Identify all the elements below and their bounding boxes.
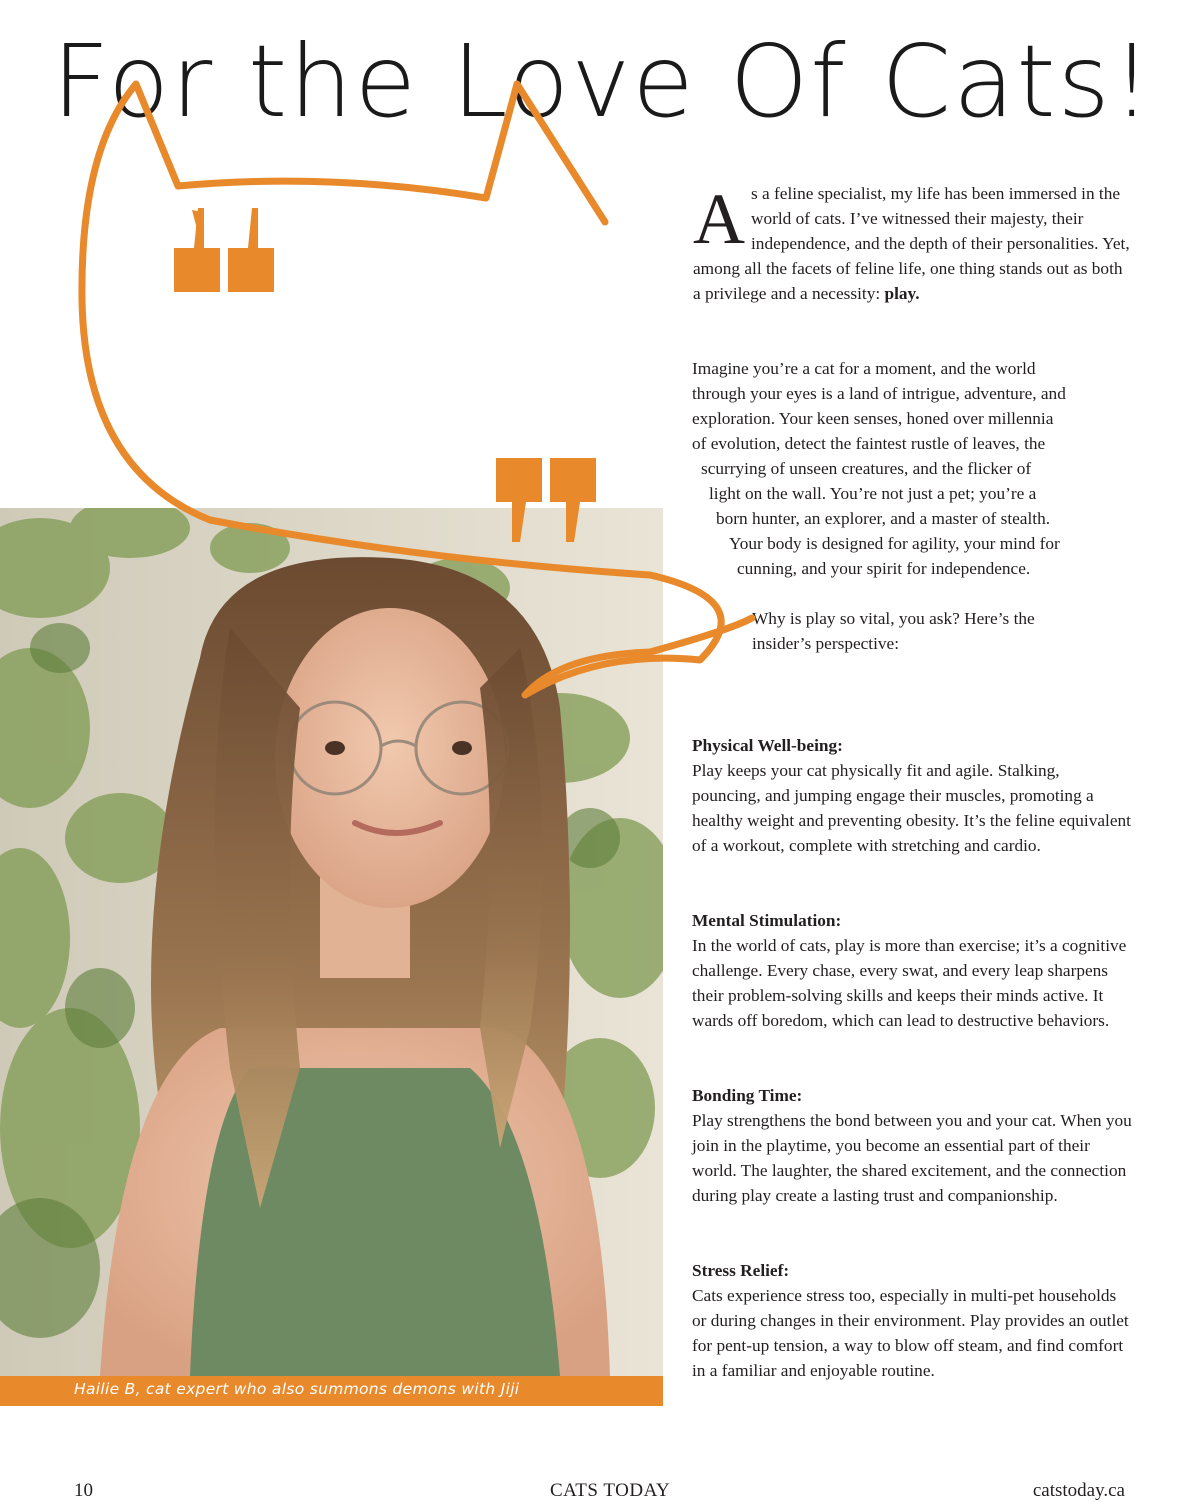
section-body: Play keeps your cat physically fit and agile. Stalking, pouncing, and jumping engage their muscles, promoting a healthy weight and preventing obesity. It’s the feline equivalent of a workout, complete with stretching and cardio. bbox=[692, 761, 1131, 855]
photo-caption: Hailie B, cat expert who also summons demons with Jiji bbox=[74, 1380, 520, 1398]
section-heading: Bonding Time: bbox=[692, 1086, 803, 1105]
paragraph-line: Why is play so vital, you ask? Here’s the bbox=[752, 609, 1035, 628]
section-stress-relief bbox=[692, 1258, 1132, 1383]
intro-emphasis: play. bbox=[884, 284, 920, 303]
open-quote-icon bbox=[174, 208, 276, 292]
paragraph-line: through your eyes is a land of intrigue, adventure, and bbox=[692, 384, 1066, 403]
paragraph-line: light on the wall. You’re not just a pet; you’re a bbox=[709, 484, 1037, 503]
section-heading: Stress Relief: bbox=[692, 1261, 790, 1280]
author-photo bbox=[0, 508, 663, 1376]
close-quote-icon bbox=[496, 458, 598, 542]
drop-cap: A bbox=[693, 179, 745, 259]
paragraph-line: exploration. Your keen senses, honed over millennia bbox=[692, 409, 1054, 428]
paragraph-line: born hunter, an explorer, and a master of stealth. bbox=[716, 509, 1051, 528]
section-mental-stimulation bbox=[692, 908, 1132, 1033]
author-photo-illustration bbox=[0, 508, 663, 1376]
section-body: Cats experience stress too, especially in multi-pet households or during changes in their environment. Play provides an outlet for pent-up tension, a way to blow off steam, and find comfort in a familiar and enjoyable routine. bbox=[692, 1286, 1129, 1380]
section-physical-wellbeing bbox=[692, 733, 1132, 858]
section-heading: Mental Stimulation: bbox=[692, 911, 842, 930]
section-heading: Physical Well-being: bbox=[692, 736, 843, 755]
paragraph-line: of evolution, detect the faintest rustle of leaves, the bbox=[692, 434, 1046, 453]
footer-page-number: 10 bbox=[74, 1480, 93, 1501]
page-title: For the Love Of Cats! bbox=[52, 23, 1154, 140]
paragraph-line: cunning, and your spirit for independence. bbox=[737, 559, 1031, 578]
paragraph-line: scurrying of unseen creatures, and the flicker of bbox=[701, 459, 1032, 478]
footer-publication: CATS TODAY bbox=[550, 1480, 671, 1501]
footer-website: catstoday.ca bbox=[1032, 1480, 1125, 1501]
paragraph-line: Your body is designed for agility, your mind for bbox=[729, 534, 1060, 553]
intro-text: s a feline specialist, my life has been immersed in the world of cats. I’ve witnessed their majesty, their independence, and the depth of their personalities. Yet, among all the facets of feline life, one thing stands out as both a privilege and a necessity: bbox=[693, 184, 1130, 303]
photo-caption-bar bbox=[0, 1376, 663, 1406]
paragraph-line: insider’s perspective: bbox=[752, 634, 900, 653]
paragraph-line: Imagine you’re a cat for a moment, and the world bbox=[692, 359, 1036, 378]
section-bonding-time bbox=[692, 1083, 1132, 1208]
intro-paragraph bbox=[693, 181, 1133, 306]
section-body: In the world of cats, play is more than exercise; it’s a cognitive challenge. Every chase, every swat, and every leap sharpens their problem-solving skills and keeps their minds active. It wards off boredom, which can lead to destructive behaviors. bbox=[692, 936, 1127, 1030]
section-body: Play strengthens the bond between you and your cat. When you join in the playtime, you become an essential part of their world. The laughter, the shared excitement, and the connection during play create a lasting trust and companionship. bbox=[692, 1111, 1132, 1205]
